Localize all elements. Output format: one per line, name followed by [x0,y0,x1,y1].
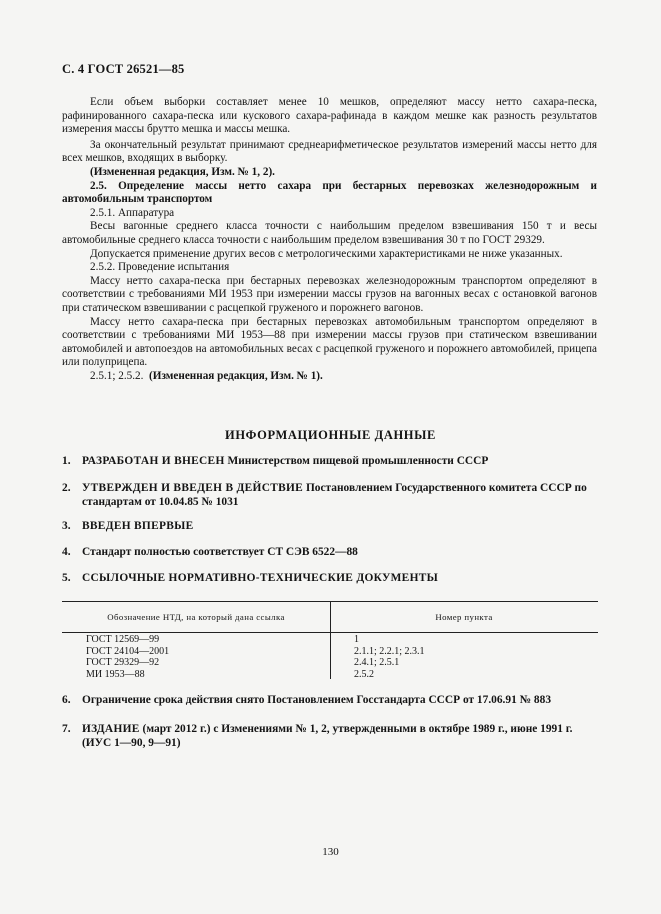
item-number: 3. [62,520,71,532]
table-cell: 1 [354,634,359,645]
table-cell: 2.4.1; 2.5.1 [354,657,400,669]
paragraph: Если объем выборки составляет менее 10 мешков, определяют массу нетто сахара-песка, рафинированного сахара-песка или кускового сахара-рафинада в каждом мешке как разность результатов измерения массы брутто мешка и массы мешка. [62,96,597,136]
section-heading: 2.5. Определение массы нетто сахара при бестарных перевозках железнодорожным и автомобильным транспортом [62,179,597,206]
item-text: Ограничение срока действия снято Постановлением Госстандарта СССР от 17.06.91 № 883 [82,694,552,706]
amendment-line [62,370,597,384]
table-cell: ГОСТ 24104—2001 [86,645,170,657]
info-item-7 [62,722,602,750]
table-column-documents [86,634,169,680]
section-title: ИНФОРМАЦИОННЫЕ ДАННЫЕ [225,428,436,442]
info-item-1 [62,454,602,468]
item-text: Министерством пищевой промышленности СССР [227,455,489,467]
table-cell: ГОСТ 29329—92 [86,657,160,669]
info-item-2 [62,481,602,509]
table-cell: 2.5.2 [354,668,374,680]
amendment-note: (Измененная редакция, Изм. № 1). [149,369,323,382]
table-header-clause: Номер пункта [435,612,493,622]
amendment-note: (Измененная редакция, Изм. № 1, 2). [90,165,275,178]
item-lead: ССЫЛОЧНЫЕ НОРМАТИВНО-ТЕХНИЧЕСКИЕ ДОКУМЕНТЫ [82,572,439,584]
paragraph: Массу нетто сахара-песка при бестарных перевозках автомобильным транспортом определяют в соответствии с требованиями МИ 1953—88 при измерении массы грузов при статическом взвешивании автомобилей и автопоездов на автомобильных весах с расцепкой груженого и порожнего автомобилей, прицепа или полуприцепа. [62,315,597,369]
info-item-4 [62,545,602,559]
table-cell: ГОСТ 12569—99 [86,634,160,645]
paragraph: За окончательный результат принимают среднеарифметическое результатов измерений массы нетто для всех мешков, входящих в выборку. [62,138,597,165]
table-header-document: Обозначение НТД, на который дана ссылка [107,612,285,622]
item-text: Постановлением Государственного комитета СССР по стандартам от 10.04.85 № 1031 [82,482,587,508]
item-number: 2. [62,482,71,494]
item-number: 6. [62,694,71,706]
paragraph: Массу нетто сахара-песка при бестарных перевозках железнодорожным транспортом определяют в соответствии с требованиями МИ 1953 при измерении массы грузов на вагонных весах с остановкой вагонов при статическом взвешивании с расцепкой груженого и порожнего вагонов. [62,274,597,314]
info-item-6 [62,693,602,707]
amendment-refs: 2.5.1; 2.5.2. [90,369,144,382]
subsection-heading: 2.5.1. Аппаратура [90,206,175,219]
paragraph: Допускается применение других весов с метрологическими характеристиками не ниже указанных. [90,247,563,260]
item-lead: ИЗДАНИЕ [82,723,140,735]
item-text: (март 2012 г.) с Изменениями № 1, 2, утвержденными в октябре 1989 г., июне 1991 г. (ИУС 1—90, 9—91) [82,723,573,749]
info-item-3 [62,519,602,533]
table-cell: МИ 1953—88 [86,668,145,680]
paragraph: Весы вагонные среднего класса точности с наибольшим пределом взвешивания 150 т и весы автомобильные среднего класса точности с наибольшим пределом взвешивания 30 т по ГОСТ 29329. [62,220,597,246]
item-number: 1. [62,455,71,467]
table-cell: 2.1.1; 2.2.1; 2.3.1 [354,645,425,657]
info-item-5 [62,571,602,585]
item-lead: ВВЕДЕН ВПЕРВЫЕ [82,520,194,532]
page-header: С. 4 ГОСТ 26521—85 [62,62,185,76]
item-lead: УТВЕРЖДЕН И ВВЕДЕН В ДЕЙСТВИЕ [82,482,304,494]
item-text: Стандарт полностью соответствует СТ СЭВ 6522—88 [82,546,358,558]
subsection-heading: 2.5.2. Проведение испытания [90,261,230,274]
item-number: 4. [62,546,71,558]
table-column-clauses [354,634,425,680]
item-number: 5. [62,572,71,584]
body-text [62,96,597,383]
item-lead: РАЗРАБОТАН И ВНЕСЕН [82,455,225,467]
page-number: 130 [322,846,339,858]
item-number: 7. [62,723,71,735]
